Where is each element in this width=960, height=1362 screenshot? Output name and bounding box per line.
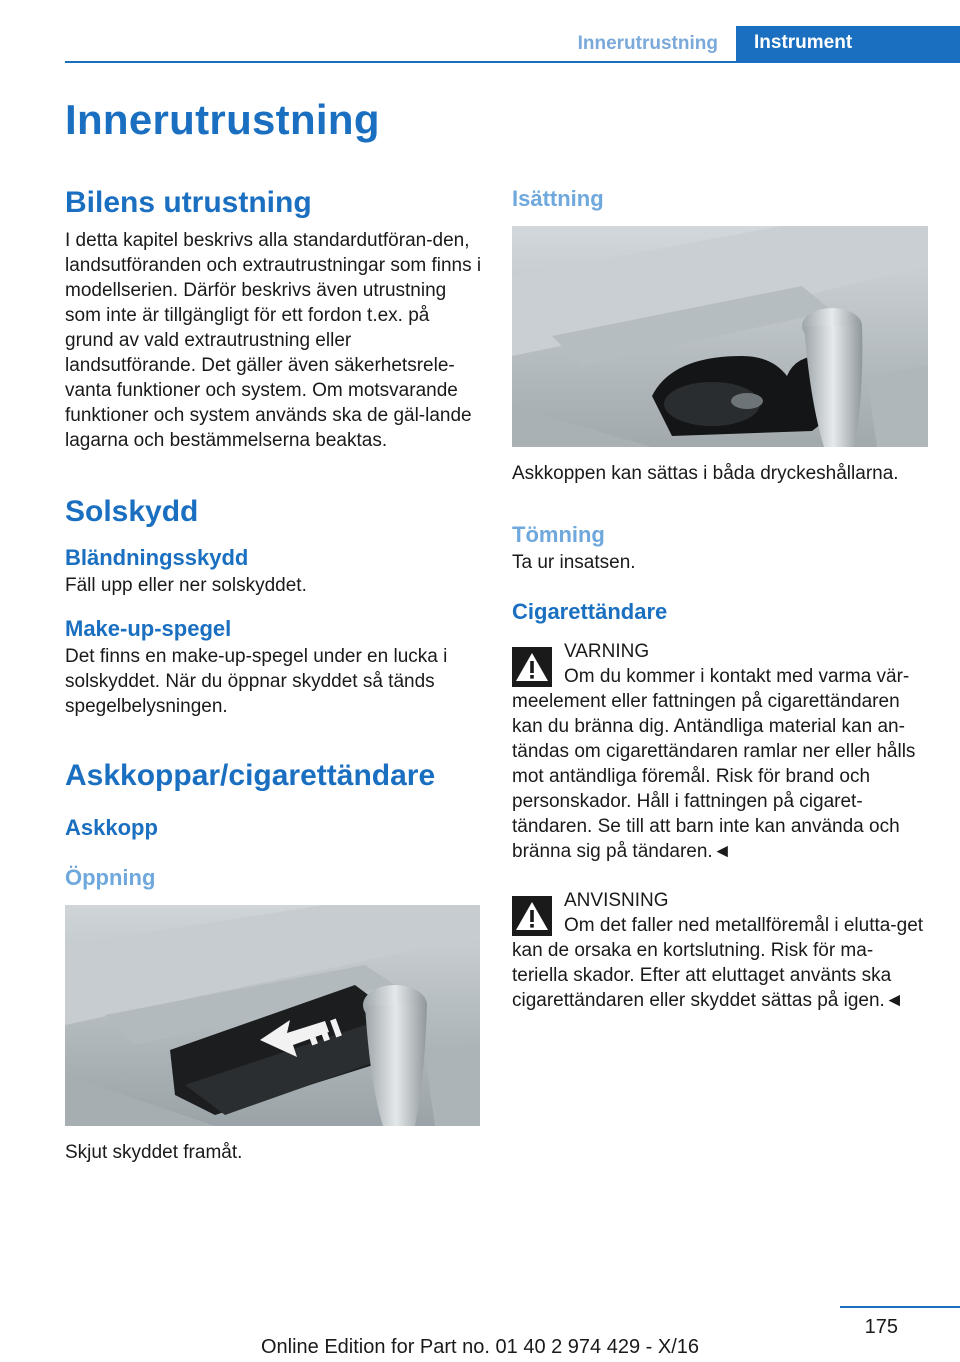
header-chapter-tab: Instrument bbox=[736, 26, 960, 62]
warning-head bbox=[512, 639, 928, 697]
emptying-heading: Tömning bbox=[512, 522, 605, 547]
warning-block bbox=[512, 639, 928, 864]
notice-block bbox=[512, 888, 928, 1013]
page-number: 175 bbox=[864, 1316, 898, 1338]
mirror-paragraph: Det finns en make-up-spegel under en lucka i solskyddet. När du öppnar skyddet så tänds spegelbelysningen. bbox=[65, 646, 448, 717]
ashtray-opening-photo bbox=[65, 905, 480, 1126]
warning-triangle-icon bbox=[512, 647, 552, 687]
footer-rule bbox=[840, 1306, 960, 1308]
opening-heading: Öppning bbox=[65, 865, 156, 890]
right-column bbox=[512, 186, 928, 1013]
left-column bbox=[65, 186, 483, 1165]
warning-title: VARNING bbox=[564, 641, 650, 662]
header-rule bbox=[65, 61, 960, 63]
lighter-heading: Cigarettändare bbox=[512, 599, 668, 624]
console-cover-illustration bbox=[65, 905, 480, 1126]
ashtray-heading: Askkopp bbox=[65, 815, 158, 840]
mirror-heading: Make-up-spegel bbox=[65, 616, 232, 641]
insert-heading: Isättning bbox=[512, 186, 604, 211]
warning-text: Om du kommer i kontakt med varma vär-meelement eller fattningen på cigarettändaren kan du bränna dig. Antändliga material kan an-tändas om cigarettändaren ramlar ner eller hålls mot antändliga föremål. Risk för brand och personskador. Håll i fattningen på cigaret-tändaren. Se till att barn inte kan använda och bränna sig på tändaren.◄ bbox=[512, 666, 916, 862]
ashtray-insert-photo bbox=[512, 226, 928, 447]
glare-paragraph: Fäll upp eller ner solskyddet. bbox=[65, 575, 307, 596]
notice-title: ANVISNING bbox=[564, 890, 669, 911]
edition-footer: Online Edition for Part no. 01 40 2 974 429 - X/16 bbox=[260, 1336, 700, 1358]
sun-visor-heading: Solskydd bbox=[65, 495, 199, 528]
equipment-paragraph: I detta kapitel beskrivs alla standardutföran-den, landsutföranden och extrautrustningar som finns i modellserien. Därför beskrivs även utrustning som inte är tillgängligt för ett fordon t.ex. på grund av vald extrautrustning eller landsutförande. Det gäller även säkerhetsrele-vanta funktioner och system. Om motsvarande funktioner och system används ska de gäl-lande lagarna och bestämmelserna beaktas. bbox=[65, 230, 482, 451]
notice-head bbox=[512, 888, 928, 946]
emptying-paragraph: Ta ur insatsen. bbox=[512, 552, 636, 573]
header-section-label: Innerutrustning bbox=[577, 33, 718, 54]
equipment-heading: Bilens utrustning bbox=[65, 186, 312, 219]
notice-triangle-icon bbox=[512, 896, 552, 936]
cupholder-illustration bbox=[512, 226, 928, 447]
ashtray-lighter-heading: Askkoppar/cigarettändare bbox=[65, 759, 436, 792]
opening-caption: Skjut skyddet framåt. bbox=[65, 1142, 243, 1163]
glare-heading: Bländningsskydd bbox=[65, 545, 249, 570]
insert-caption: Askkoppen kan sättas i båda dryckeshållarna. bbox=[512, 463, 899, 484]
notice-text: Om det faller ned metallföremål i elutta-get kan de orsaka en kortslutning. Risk för ma-teriella skador. Efter att eluttaget använts ska cigarettändaren eller skyddet sättas på igen.◄ bbox=[512, 915, 924, 1011]
page-title: Innerutrustning bbox=[65, 96, 380, 143]
